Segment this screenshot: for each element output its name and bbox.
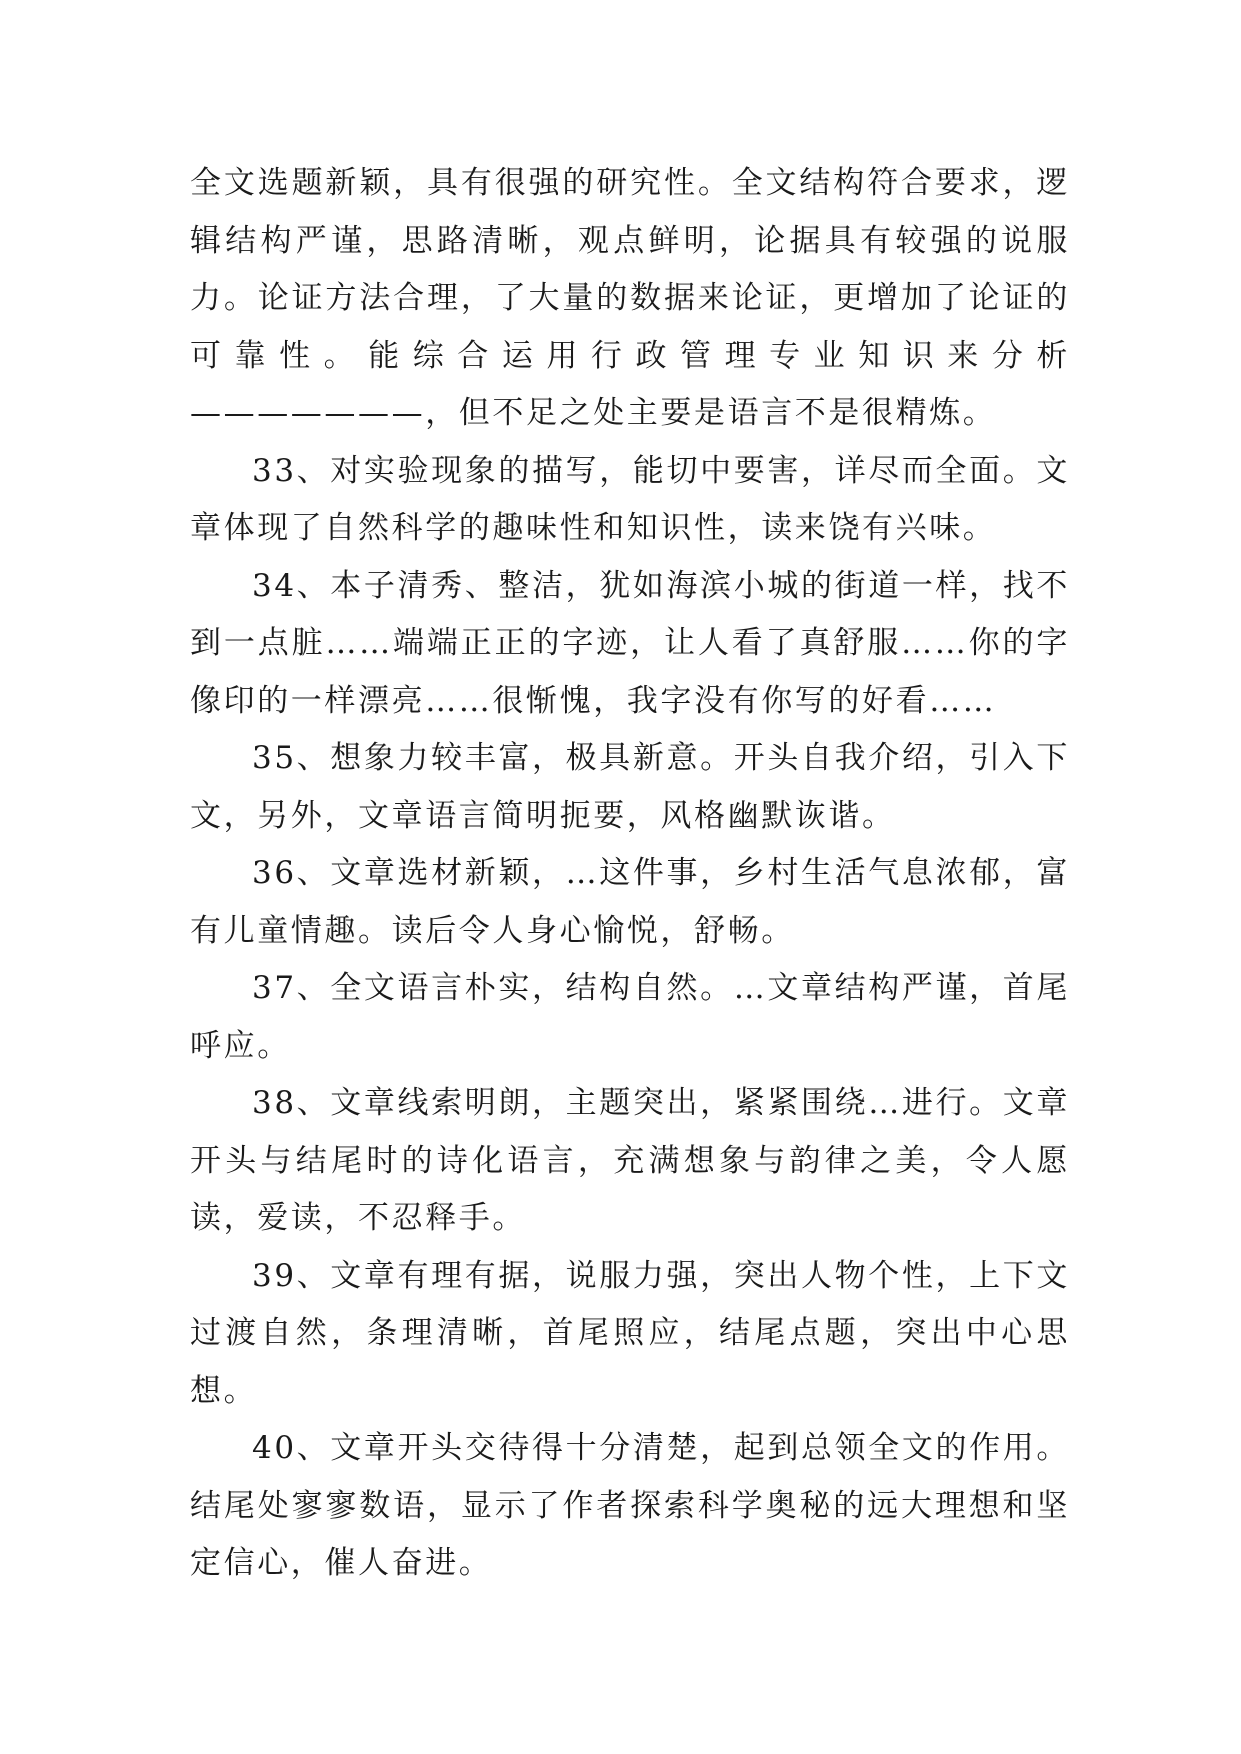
paragraph-34: 34、本子清秀、整洁，犹如海滨小城的街道一样，找不到一点脏……端端正正的字迹，让人看了真舒服……你的字像印的一样漂亮……很惭愧，我字没有你写的好看…… [190, 567, 1070, 719]
paragraph-33: 33、对实验现象的描写，能切中要害，详尽而全面。文章体现了自然科学的趣味性和知识性，读来饶有兴味。 [190, 452, 1070, 546]
paragraph-39: 39、文章有理有据，说服力强，突出人物个性，上下文过渡自然，条理清晰，首尾照应，结尾点题，突出中心思想。 [190, 1257, 1070, 1409]
paragraph-40: 40、文章开头交待得十分清楚，起到总领全文的作用。结尾处寥寥数语，显示了作者探索科学奥秘的远大理想和坚定信心，催人奋进。 [190, 1430, 1070, 1581]
document-body [190, 155, 1070, 1593]
paragraph-38: 38、文章线索明朗，主题突出，紧紧围绕…进行。文章开头与结尾时的诗化语言，充满想象与韵律之美，令人愿读，爱读，不忍释手。 [190, 1085, 1070, 1236]
paragraph-36: 36、文章选材新颖，…这件事，乡村生活气息浓郁，富有儿童情趣。读后令人身心愉悦，舒畅。 [190, 855, 1070, 949]
paragraph-1: 全文选题新颖，具有很强的研究性。全文结构符合要求，逻辑结构严谨，思路清晰，观点鲜明，论据具有较强的说服力。论证方法合理，了大量的数据来论证，更增加了论证的可靠性。能综合运用行政管理专业知识来分析———————，但不足之处主要是语言不是很精炼。 [190, 165, 1070, 431]
paragraph-35: 35、想象力较丰富，极具新意。开头自我介绍，引入下文，另外，文章语言简明扼要，风格幽默诙谐。 [190, 740, 1070, 834]
paragraph-37: 37、全文语言朴实，结构自然。…文章结构严谨，首尾呼应。 [190, 970, 1070, 1064]
